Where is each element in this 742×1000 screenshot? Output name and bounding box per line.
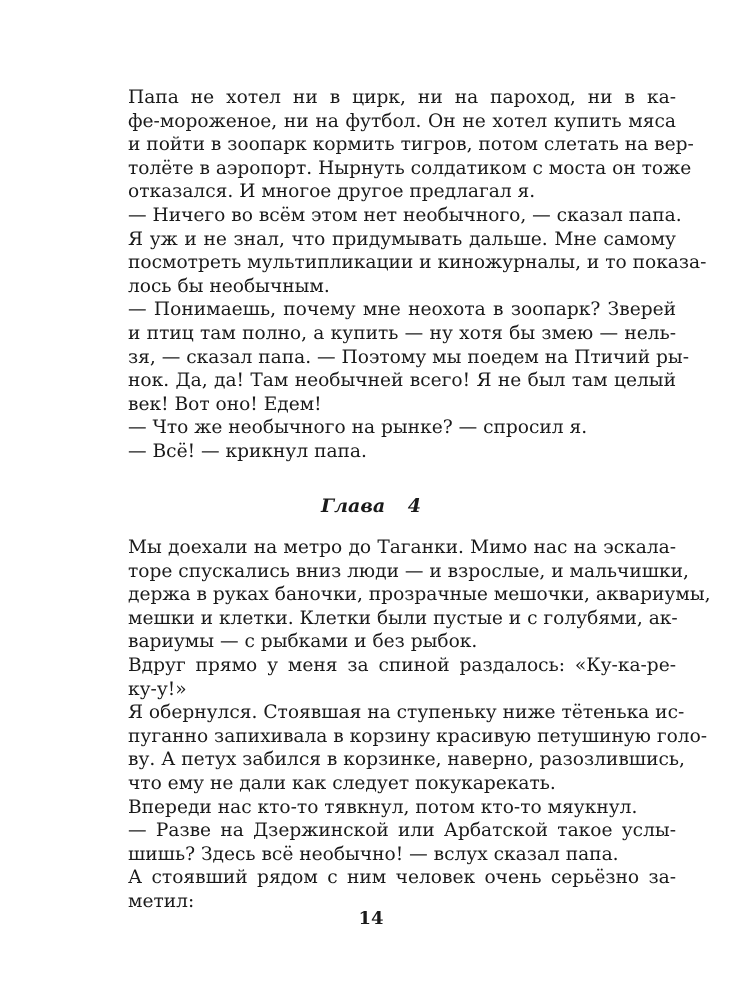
text-line: посмотреть мультипликации и киножурналы, и то показа- — [128, 252, 707, 274]
text-line: Папа не хотел ни в цирк, ни на пароход, ни в ка- — [128, 87, 676, 108]
text-line: держа в руках баночки, прозрачные мешочки, аквариумы, — [128, 584, 711, 606]
text-line: Впереди нас кто-то тявкнул, потом кто-то мяукнул. — [128, 796, 638, 818]
chapter-number: 4 — [407, 495, 421, 517]
text-line: Вдруг прямо у меня за спиной раздалось: «Ку-ка-ре- — [128, 654, 676, 676]
text-line: А стоявший рядом с ним человек очень серьёзно за- — [128, 867, 676, 889]
text-line: Я уж и не знал, что придумывать дальше. Мне самому — [128, 228, 676, 250]
text-line: фе-мороженое, ни на футбол. Он не хотел купить мяса — [128, 110, 676, 132]
text-line: и пойти в зоопарк кормить тигров, потом слетать на вер- — [128, 134, 694, 156]
text-line: Мы доехали на метро до Таганки. Мимо нас на эскала- — [128, 537, 676, 558]
page-number: 14 — [358, 908, 384, 929]
text-line: торе спускались вниз люди — и взрослые, и мальчишки, — [128, 560, 689, 582]
text-section-2 — [128, 536, 711, 914]
text-line: отказался. И многое другое предлагал я. — [128, 181, 536, 203]
text-line: — Понимаешь, почему мне неохота в зоопарк? Зверей — [128, 299, 676, 321]
text-line: что ему не дали как следует покукарекать. — [128, 772, 556, 794]
text-line: нок. Да, да! Там необычней всего! Я не был там целый — [128, 370, 676, 392]
text-line: толёте в аэропорт. Нырнуть солдатиком с моста он тоже — [128, 157, 692, 179]
text-line: — Разве на Дзержинской или Арбатской такое услы- — [128, 820, 676, 842]
text-line: — Ничего во всём этом нет необычного, — сказал папа. — [128, 204, 682, 226]
text-line: зя, — сказал папа. — Поэтому мы поедем на Птичий ры- — [128, 346, 690, 368]
text-line: век! Вот оно! Едем! — [128, 393, 322, 415]
chapter-label: Глава — [321, 495, 386, 517]
text-line: вариумы — с рыбками и без рыбок. — [128, 631, 478, 653]
text-line: метил: — [128, 890, 195, 912]
text-line: шишь? Здесь всё необычно! — вслух сказал папа. — [128, 843, 619, 865]
text-line: — Всё! — крикнул папа. — [128, 440, 367, 462]
text-line: и птиц там полно, а купить — ну хотя бы змею — нель- — [128, 322, 676, 344]
text-line: ву. А петух забился в корзинке, наверно, разозлившись, — [128, 749, 685, 771]
text-line: ку-у!» — [128, 678, 187, 700]
text-line: пуганно запихивала в корзину красивую петушиную голо- — [128, 725, 708, 747]
text-line: — Что же необычного на рынке? — спросил я. — [128, 417, 588, 439]
text-line: Я обернулся. Стоявшая на ступеньку ниже тётенька ис- — [128, 702, 685, 724]
text-line: лось бы необычным. — [128, 275, 330, 297]
chapter-heading — [0, 494, 742, 518]
text-section-1 — [128, 86, 707, 464]
text-line: мешки и клетки. Клетки были пустые и с голубями, ак- — [128, 607, 678, 629]
